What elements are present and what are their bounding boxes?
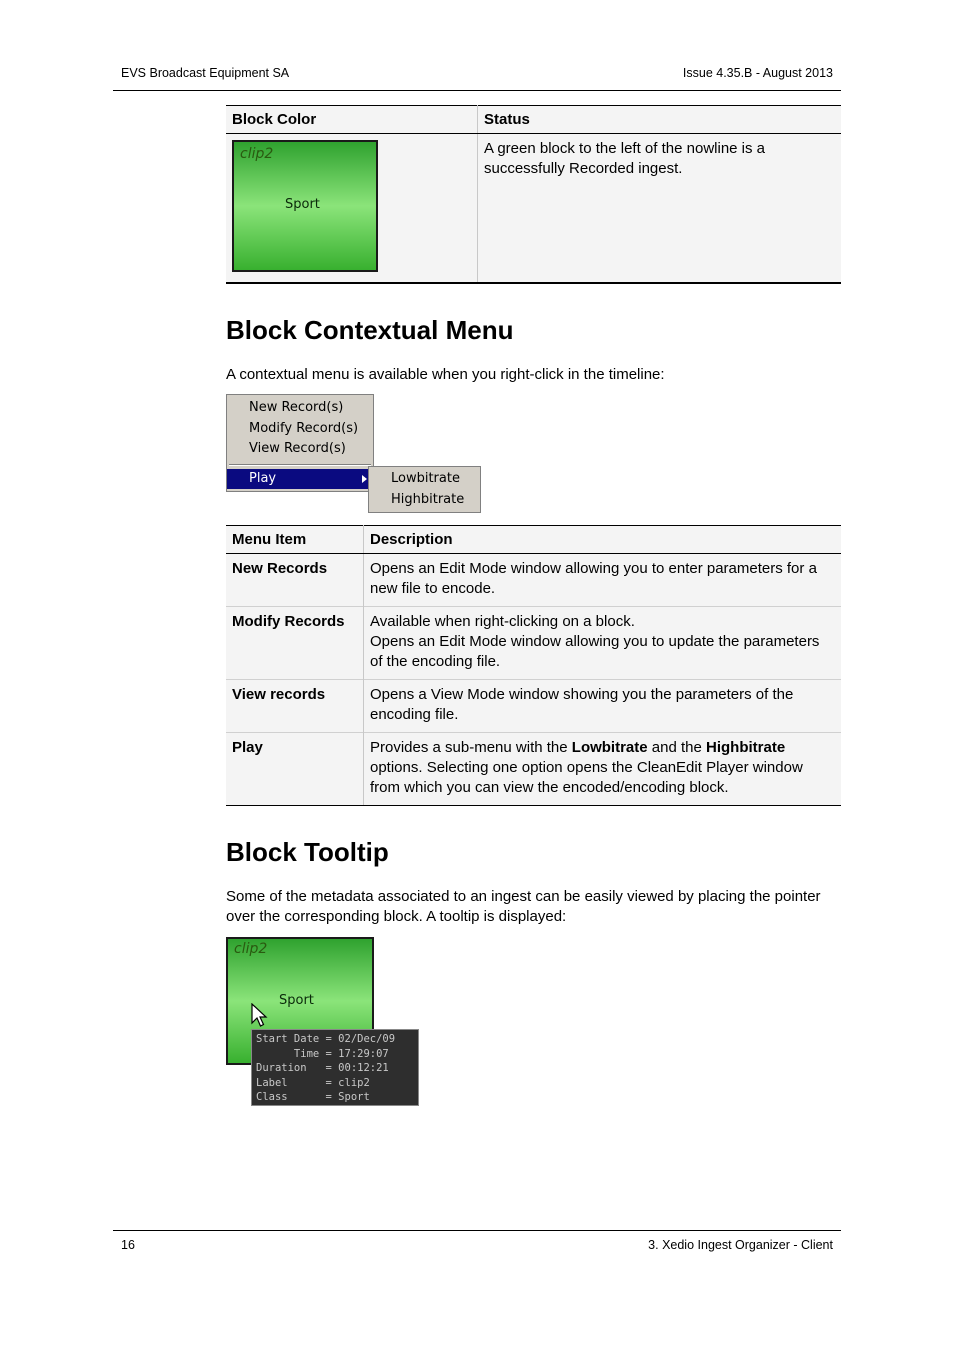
desc-text: options. Selecting one option opens the CleanEdit Player window from which you can view the encoded/encoding block. <box>370 759 803 796</box>
row-description <box>364 607 842 680</box>
block-label: clip2 <box>240 146 274 162</box>
tooltip-line: Duration = 00:12:21 <box>256 1062 389 1074</box>
row-item: Play <box>226 733 364 806</box>
row-description <box>364 733 842 806</box>
col-header-menu-item: Menu Item <box>226 526 364 554</box>
desc-text: and the <box>647 739 707 756</box>
table-row <box>226 554 841 607</box>
block-color-table <box>226 105 841 284</box>
block-tooltip-intro: Some of the metadata associated to an ingest can be easily viewed by placing the pointer over the corresponding block. A tooltip is displayed: <box>226 888 821 925</box>
desc-text: Provides a sub-menu with the <box>370 739 572 756</box>
row-description-line: Opens an Edit Mode window allowing you to update the parameters of the encoding file. <box>370 633 820 670</box>
menu-item-table <box>226 525 841 806</box>
green-block <box>232 140 378 272</box>
row-description: Opens an Edit Mode window allowing you to enter parameters for a new file to encode. <box>364 554 842 607</box>
context-menu <box>226 394 374 492</box>
table-row <box>226 680 841 733</box>
row-item: View records <box>226 680 364 733</box>
col-header-block-color: Block Color <box>226 106 478 134</box>
row-item: New Records <box>226 554 364 607</box>
table-row <box>226 733 841 806</box>
play-submenu <box>368 466 481 513</box>
contextual-menu-intro: A contextual menu is available when you right-click in the timeline: <box>226 366 665 383</box>
tooltip-line: Start Date = 02/Dec/09 <box>256 1033 396 1045</box>
block-label: clip2 <box>234 941 268 957</box>
row-description: Opens a View Mode window showing you the parameters of the encoding file. <box>364 680 842 733</box>
footer-rule <box>113 1230 841 1231</box>
desc-bold-highbitrate: Highbitrate <box>706 739 786 756</box>
tooltip-line: Label = clip2 <box>256 1076 370 1089</box>
section-title-contextual-menu: Block Contextual Menu <box>226 315 514 345</box>
row-description-line: Available when right-clicking on a block. <box>370 613 635 630</box>
header-issue: Issue 4.35.B - August 2013 <box>682 66 833 80</box>
block-name: Sport <box>279 993 314 1008</box>
page-number: 16 <box>121 1238 135 1252</box>
menu-item-new-records[interactable]: New Record(s) <box>249 400 344 415</box>
menu-item-view-records[interactable]: View Record(s) <box>249 441 346 456</box>
tooltip-line: Class = Sport <box>256 1091 370 1103</box>
header-rule <box>113 90 841 91</box>
tooltip-line: Time = 17:29:07 <box>256 1047 389 1060</box>
table-row <box>226 607 841 680</box>
block-color-cell <box>226 134 478 284</box>
menu-item-play-label: Play <box>249 470 277 486</box>
header-company: EVS Broadcast Equipment SA <box>121 66 290 80</box>
mouse-pointer-icon <box>251 1003 269 1029</box>
submenu-arrow-icon <box>362 475 367 483</box>
col-header-description: Description <box>364 526 842 554</box>
footer-chapter: 3. Xedio Ingest Organizer - Client <box>648 1238 833 1252</box>
block-name: Sport <box>285 197 320 212</box>
submenu-item-lowbitrate[interactable]: Lowbitrate <box>391 471 460 486</box>
section-title-block-tooltip: Block Tooltip <box>226 837 389 867</box>
status-cell: A green block to the left of the nowline is a successfully Recorded ingest. <box>478 134 842 284</box>
row-item: Modify Records <box>226 607 364 680</box>
menu-item-play[interactable] <box>227 469 373 490</box>
desc-bold-lowbitrate: Lowbitrate <box>571 739 648 756</box>
metadata-tooltip <box>251 1029 419 1106</box>
col-header-status: Status <box>478 106 842 134</box>
submenu-item-highbitrate[interactable]: Highbitrate <box>391 491 465 507</box>
menu-item-modify-records[interactable]: Modify Record(s) <box>249 420 359 436</box>
